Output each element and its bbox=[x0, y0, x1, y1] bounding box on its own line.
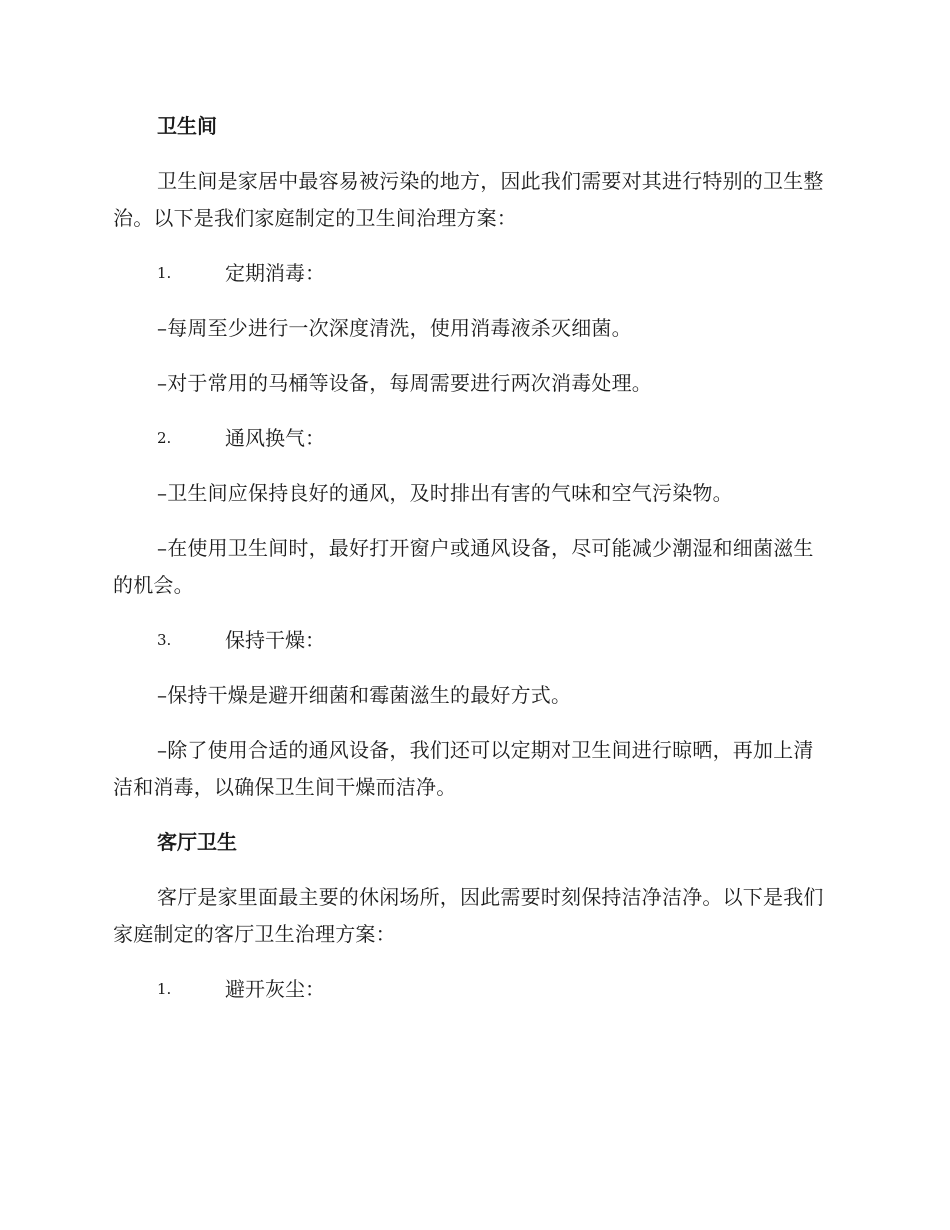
bullet-line: –在使用卫生间时，最好打开窗户或通风设备，尽可能减少潮湿和细菌滋生的机会。 bbox=[113, 536, 814, 597]
list-number: 2. bbox=[157, 429, 172, 447]
list-number: 1. bbox=[157, 264, 172, 282]
bullet-line: –对于常用的马桶等设备，每周需要进行两次消毒处理。 bbox=[157, 371, 652, 395]
bullet-line: –保持干燥是避开细菌和霉菌滋生的最好方式。 bbox=[157, 683, 572, 707]
list-item-ventilation bbox=[113, 420, 833, 457]
document-content bbox=[113, 108, 833, 1026]
section-intro-bathroom: 卫生间是家居中最容易被污染的地方，因此我们需要对其进行特别的卫生整治。以下是我们家庭制定的卫生间治理方案： bbox=[113, 169, 824, 230]
list-title: 定期消毒： bbox=[225, 261, 325, 285]
list-item-avoid-dust bbox=[113, 971, 833, 1008]
bullet-line: –每周至少进行一次深度清洗，使用消毒液杀灭细菌。 bbox=[157, 316, 632, 340]
list-title: 通风换气： bbox=[225, 426, 325, 450]
section-heading-living-room: 客厅卫生 bbox=[157, 830, 237, 854]
list-number: 3. bbox=[157, 631, 172, 649]
list-title: 保持干燥： bbox=[225, 628, 325, 652]
bullet-line: –卫生间应保持良好的通风，及时排出有害的气味和空气污染物。 bbox=[157, 481, 733, 505]
list-number: 1. bbox=[157, 980, 172, 998]
list-title: 避开灰尘： bbox=[225, 977, 325, 1001]
section-intro-living-room: 客厅是家里面最主要的休闲场所，因此需要时刻保持洁净洁净。以下是我们家庭制定的客厅卫生治理方案： bbox=[113, 885, 824, 946]
list-item-keep-dry bbox=[113, 622, 833, 659]
bullet-line: –除了使用合适的通风设备，我们还可以定期对卫生间进行晾晒，再加上清洁和消毒，以确保卫生间干燥而洁净。 bbox=[113, 738, 814, 799]
list-item-disinfect bbox=[113, 255, 833, 292]
section-heading-bathroom: 卫生间 bbox=[157, 114, 217, 138]
